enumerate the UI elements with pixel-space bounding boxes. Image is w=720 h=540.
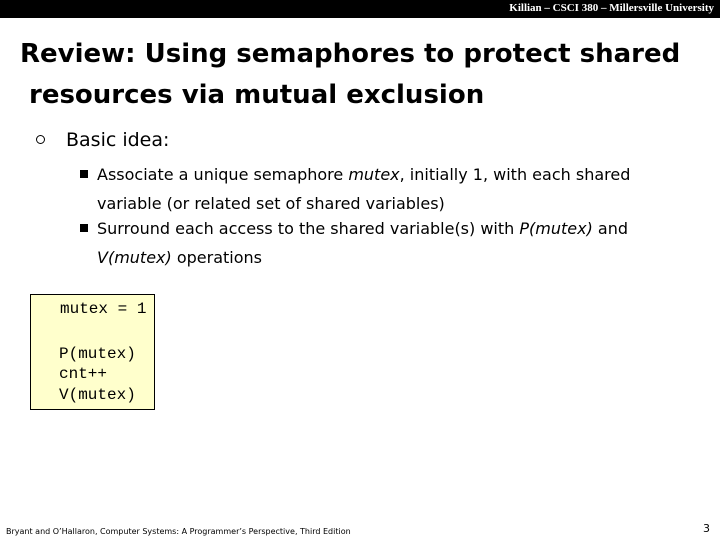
square-bullet-icon (80, 224, 88, 232)
hollow-circle-bullet-icon (36, 135, 45, 144)
sub-bullet-text (97, 160, 660, 218)
sub-bullet-emphasis: P(mutex) (519, 219, 593, 238)
footer-citation: Bryant and O’Hallaron, Computer Systems: A Programmer’s Perspective, Third Edition (6, 527, 351, 536)
sub-bullet-text-part: and (592, 219, 629, 238)
header-text: Killian – CSCI 380 – Millersville University (509, 2, 714, 14)
square-bullet-icon (80, 170, 88, 178)
slide-title (20, 34, 710, 116)
title-line-1: Review: Using semaphores to protect shared (20, 39, 681, 69)
bullet-text: Basic idea: (66, 129, 170, 151)
code-line-4: V(mutex) (59, 386, 136, 404)
code-box (30, 294, 155, 410)
title-line-2: resources via mutual exclusion (29, 80, 485, 110)
page-number: 3 (703, 522, 710, 535)
header-bar (0, 0, 720, 18)
code-line-1: mutex = 1 (60, 300, 147, 318)
code-line-2: P(mutex) (59, 345, 136, 363)
sub-bullet-emphasis: V(mutex) (97, 248, 172, 267)
sub-bullet-associate (80, 160, 660, 218)
sub-bullet-surround (80, 214, 660, 272)
sub-bullet-text-part: , initially 1, with each shared variable (or related set of shared variables) (97, 165, 631, 213)
sub-bullet-text-part: Associate a unique semaphore (97, 165, 349, 184)
code-line-3: cnt++ (59, 365, 108, 383)
sub-bullet-text (97, 214, 660, 272)
sub-bullet-text-part: Surround each access to the shared variable(s) with (97, 219, 520, 238)
sub-bullet-text-part: operations (171, 248, 262, 267)
sub-bullet-emphasis: mutex (348, 165, 400, 184)
